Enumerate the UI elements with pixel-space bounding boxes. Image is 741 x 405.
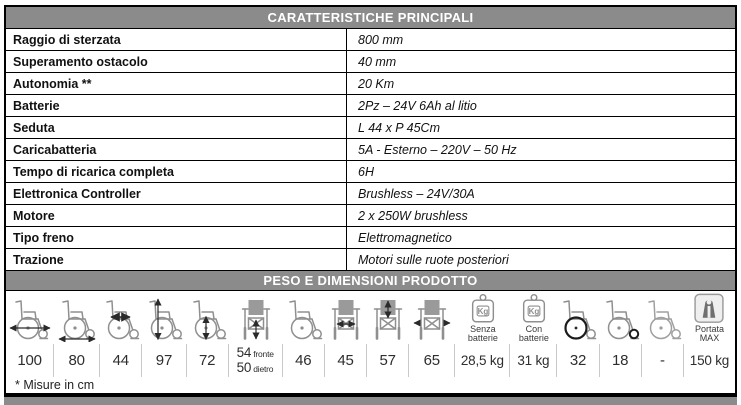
spec-row-autonomia	[6, 72, 735, 94]
dim-value: 150 kg	[689, 353, 730, 368]
wheelchair-side-icon	[281, 291, 327, 344]
spec-row-tipo-freno	[6, 226, 735, 248]
dim-col-total-width	[409, 291, 455, 377]
wheelchair-ground-length-icon	[54, 291, 100, 344]
spec-label: Raggio di sterzata	[6, 29, 347, 50]
max-load-icon	[685, 291, 733, 344]
spec-row-elettronica	[6, 182, 735, 204]
dim-col-seat-width	[325, 291, 367, 377]
section-header-caratteristiche: CARATTERISTICHE PRINCIPALI	[6, 7, 735, 28]
spec-value: 2Pz – 24V 6Ah al litio	[358, 98, 477, 113]
dim-value: -	[642, 344, 684, 377]
dim-value: 80	[54, 344, 100, 377]
dim-value: 31 kg	[510, 344, 557, 377]
spec-row-batterie	[6, 94, 735, 116]
icon-label: Portata MAX	[694, 323, 724, 344]
dim-col-weight-with-batteries	[510, 291, 557, 377]
dimensions-row	[6, 290, 735, 377]
dim-value: 45	[325, 344, 367, 377]
dim-suffix-front: fronte	[253, 349, 274, 360]
spec-label: Tipo freno	[6, 227, 347, 248]
dim-value: 97	[142, 344, 186, 377]
spec-label: Tempo di ricarica completa	[6, 161, 347, 182]
spec-value: Elettromagnetico	[358, 230, 452, 245]
dim-value-front: 54	[236, 345, 252, 361]
spec-value: Motori sulle ruote posteriori	[358, 252, 509, 267]
dim-col-front-rear-seat-height	[229, 291, 283, 377]
spec-label: Superamento ostacolo	[6, 51, 347, 72]
dim-col-ground-length	[54, 291, 100, 377]
spec-value: 20 Km	[358, 76, 395, 91]
dim-value: 100	[6, 344, 54, 377]
wheelchair-total-width-icon	[412, 291, 452, 344]
dim-value: 46	[283, 344, 325, 377]
spec-label: Autonomia **	[6, 73, 347, 94]
wheelchair-seat-height-icon	[185, 291, 231, 344]
dim-suffix-rear: dietro	[253, 363, 274, 374]
icon-label: Senza batterie	[467, 323, 498, 344]
spec-value: 800 mm	[358, 32, 404, 47]
wheelchair-seat-depth-icon	[98, 291, 144, 344]
spec-value: Brushless – 24V/30A	[358, 186, 475, 201]
spec-value: 5A - Esterno – 220V – 50 Hz	[358, 142, 517, 157]
spec-value: L 44 x P 45Cm	[358, 120, 440, 135]
weight-kg-icon	[510, 291, 558, 344]
dim-value-rear: 50	[236, 359, 252, 375]
rear-wheel-diameter-icon	[555, 291, 601, 344]
weight-kg-icon	[459, 291, 507, 344]
wheelchair-plain-icon	[640, 291, 686, 344]
icon-label: Con batterie	[518, 323, 549, 344]
dim-value: 44	[100, 344, 142, 377]
spec-value: 40 mm	[358, 54, 397, 69]
dim-value: 32	[557, 344, 599, 377]
dim-col-total-length	[6, 291, 54, 377]
dim-col-weight-no-batteries	[455, 291, 510, 377]
spec-label: Elettronica Controller	[6, 183, 347, 204]
spec-row-trazione	[6, 248, 735, 270]
dim-col-seat-depth	[100, 291, 142, 377]
dim-value-dual	[229, 344, 283, 377]
section-header-peso-dimensioni: PESO E DIMENSIONI PRODOTTO	[6, 270, 735, 290]
next-section-header-partial	[4, 395, 737, 405]
spec-label: Batterie	[6, 95, 347, 116]
spec-row-raggio	[6, 28, 735, 50]
spec-label: Caricabatteria	[6, 139, 347, 160]
wheelchair-total-height-icon	[141, 291, 187, 344]
spec-row-superamento	[6, 50, 735, 72]
dim-value: 65	[409, 344, 455, 377]
dim-col-max-load	[684, 291, 735, 377]
spec-value: 2 x 250W brushless	[358, 208, 468, 223]
front-wheel-diameter-icon	[598, 291, 644, 344]
dim-value: 57	[367, 344, 409, 377]
spec-label: Trazione	[6, 249, 347, 270]
spec-row-caricabatteria	[6, 138, 735, 160]
dim-col-front-wheel	[600, 291, 642, 377]
measurements-note: * Misure in cm	[15, 378, 95, 392]
spec-label: Motore	[6, 205, 347, 226]
dim-col-plain	[642, 291, 684, 377]
wheelchair-backrest-height-icon	[368, 291, 408, 344]
spec-value: 6H	[358, 164, 374, 179]
spec-table	[4, 5, 737, 395]
dim-value: 18	[600, 344, 642, 377]
dim-col-backrest-height	[367, 291, 409, 377]
dim-col-seat-height	[187, 291, 229, 377]
spec-label: Seduta	[6, 117, 347, 138]
spec-row-tempo-ricarica	[6, 160, 735, 182]
spec-row-motore	[6, 204, 735, 226]
dim-value: 28,5 kg	[455, 344, 510, 377]
spec-row-seduta	[6, 116, 735, 138]
dim-col-rear-wheel	[557, 291, 599, 377]
dim-col-total-height	[142, 291, 186, 377]
dim-col-side-46	[283, 291, 325, 377]
dim-value: 72	[187, 344, 229, 377]
wheelchair-seat-width-icon	[326, 291, 366, 344]
wheelchair-front-rear-seat-height-icon	[236, 291, 276, 344]
wheelchair-total-length-icon	[7, 291, 53, 344]
